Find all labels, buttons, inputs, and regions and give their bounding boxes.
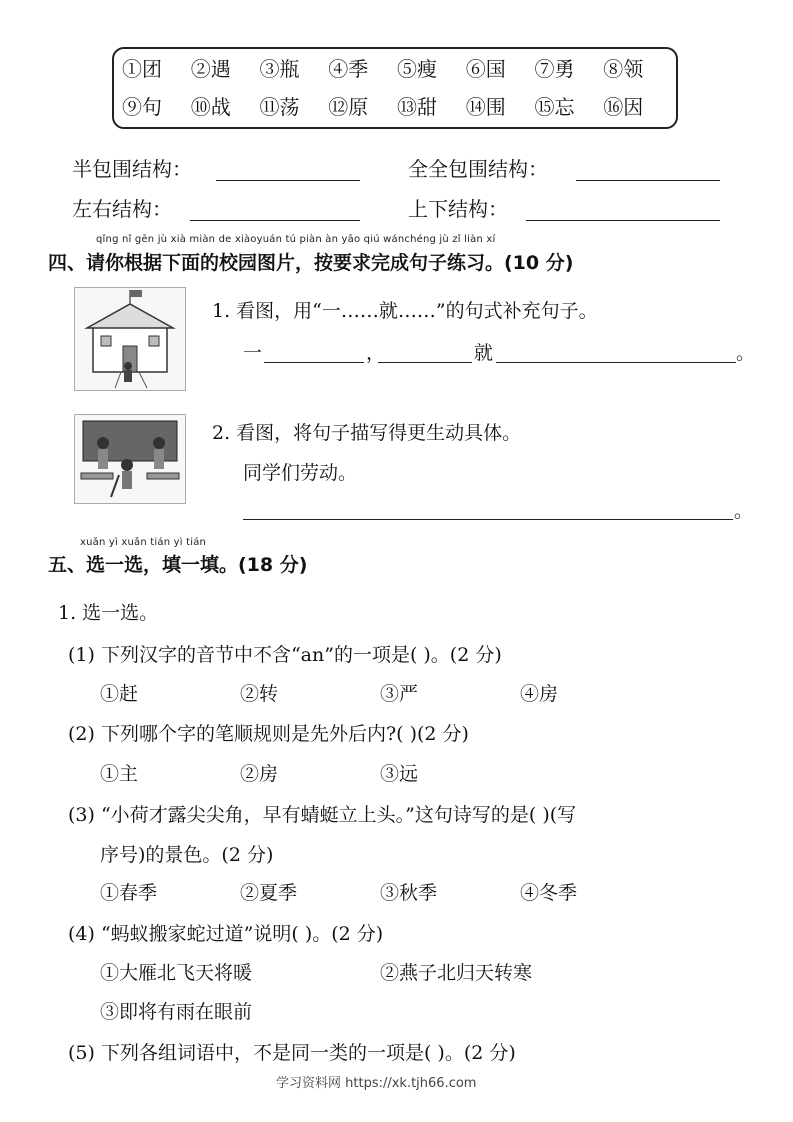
left-right-answer-line[interactable] [190, 220, 360, 221]
top-bottom-answer-line[interactable] [526, 220, 720, 221]
q1-end: 。 [736, 342, 756, 364]
full-enclose-label: 全全包围结构： [408, 157, 548, 181]
q2-end: 。 [734, 500, 754, 522]
school-picture [74, 287, 186, 391]
char-item: ②遇 [190, 57, 231, 81]
q1-prompt: 1. 看图，用“一……就……”的句式补充句子。 [212, 300, 598, 322]
q2-option-1[interactable]: ①主 [100, 763, 139, 785]
q4-option-1[interactable]: ①大雁北飞天将暖 [100, 962, 253, 984]
question-3-line2: 序号)的景色。(2 分) [100, 844, 274, 866]
left-right-label: 左右结构： [72, 197, 172, 221]
half-enclose-answer-line[interactable] [216, 180, 360, 181]
question-4: (4) “蚂蚁搬家蛇过道”说明( )。(2 分) [68, 923, 384, 945]
q1-option-2[interactable]: ②转 [240, 683, 279, 705]
question-5: (5) 下列各组词语中，不是同一类的一项是( )。(2 分) [68, 1042, 516, 1064]
q2-sentence: 同学们劳动。 [243, 462, 358, 484]
q1-option-3[interactable]: ③严 [380, 683, 419, 705]
school-illustration [75, 288, 185, 390]
char-item: ⑥国 [465, 57, 506, 81]
q1-jiu: 就 [474, 342, 494, 364]
char-item: ①团 [122, 57, 162, 81]
q1-yi: 一 [243, 342, 263, 364]
char-item: ⑯因 [603, 95, 644, 119]
char-item: ⑫原 [328, 95, 369, 119]
footer-watermark: 学习资料网 https://xk.tjh66.com [276, 1076, 477, 1091]
section4-title: 四、请你根据下面的校园图片，按要求完成句子练习。(10 分) [48, 252, 574, 274]
q3-option-2[interactable]: ②夏季 [240, 882, 298, 904]
char-item: ⑭围 [465, 95, 506, 119]
question-2: (2) 下列哪个字的笔顺规则是先外后内?( )(2 分) [68, 723, 469, 745]
q2-option-3[interactable]: ③远 [380, 763, 419, 785]
full-enclose-answer-line[interactable] [576, 180, 720, 181]
q3-option-3[interactable]: ③秋季 [380, 882, 438, 904]
q1-option-1[interactable]: ①赶 [100, 683, 139, 705]
char-item: ④季 [328, 57, 369, 81]
q2-prompt: 2. 看图，将句子描写得更生动具体。 [212, 422, 522, 444]
character-box [112, 47, 678, 129]
char-item: ⑨句 [122, 95, 162, 119]
classroom-illustration [75, 415, 185, 503]
char-item: ⑪荡 [259, 95, 300, 119]
q1-blank-2[interactable] [378, 362, 472, 363]
top-bottom-label: 上下结构： [408, 197, 508, 221]
q2-answer-line[interactable] [243, 519, 733, 520]
q3-option-1[interactable]: ①春季 [100, 882, 158, 904]
q2-option-2[interactable]: ②房 [240, 763, 279, 785]
char-item: ⑬甜 [397, 95, 437, 119]
char-item: ⑩战 [190, 95, 231, 119]
char-item: ⑧领 [603, 57, 644, 81]
q3-option-4[interactable]: ④冬季 [520, 882, 578, 904]
section5-title: 五、选一选，填一填。(18 分) [48, 554, 308, 576]
q1-blank-3[interactable] [496, 362, 736, 363]
half-enclose-label: 半包围结构： [72, 157, 192, 181]
character-grid [122, 55, 672, 121]
q4-option-2[interactable]: ②燕子北归天转寒 [380, 962, 533, 984]
char-item: ⑮忘 [534, 95, 575, 119]
char-item: ⑤瘦 [397, 57, 437, 81]
section4-pinyin: qǐng nǐ gēn jù xià miàn de xiàoyuán tú piàn àn yāo qiú wánchéng jù zǐ liàn xí [96, 234, 496, 245]
section5-pinyin: xuǎn yì xuǎn tián yì tián [80, 537, 207, 548]
q4-option-3[interactable]: ③即将有雨在眼前 [100, 1001, 253, 1023]
sub1-title: 1. 选一选。 [58, 602, 159, 624]
q1-blank-1[interactable] [264, 362, 364, 363]
char-item: ③瓶 [259, 57, 300, 81]
classroom-picture [74, 414, 186, 504]
q1-comma: ， [366, 342, 386, 364]
q1-option-4[interactable]: ④房 [520, 683, 559, 705]
question-3-line1: (3) “小荷才露尖尖角，早有蜻蜓立上头。”这句诗写的是( )(写 [68, 804, 577, 826]
char-item: ⑦勇 [534, 57, 575, 81]
question-1: (1) 下列汉字的音节中不含“an”的一项是( )。(2 分) [68, 644, 502, 666]
